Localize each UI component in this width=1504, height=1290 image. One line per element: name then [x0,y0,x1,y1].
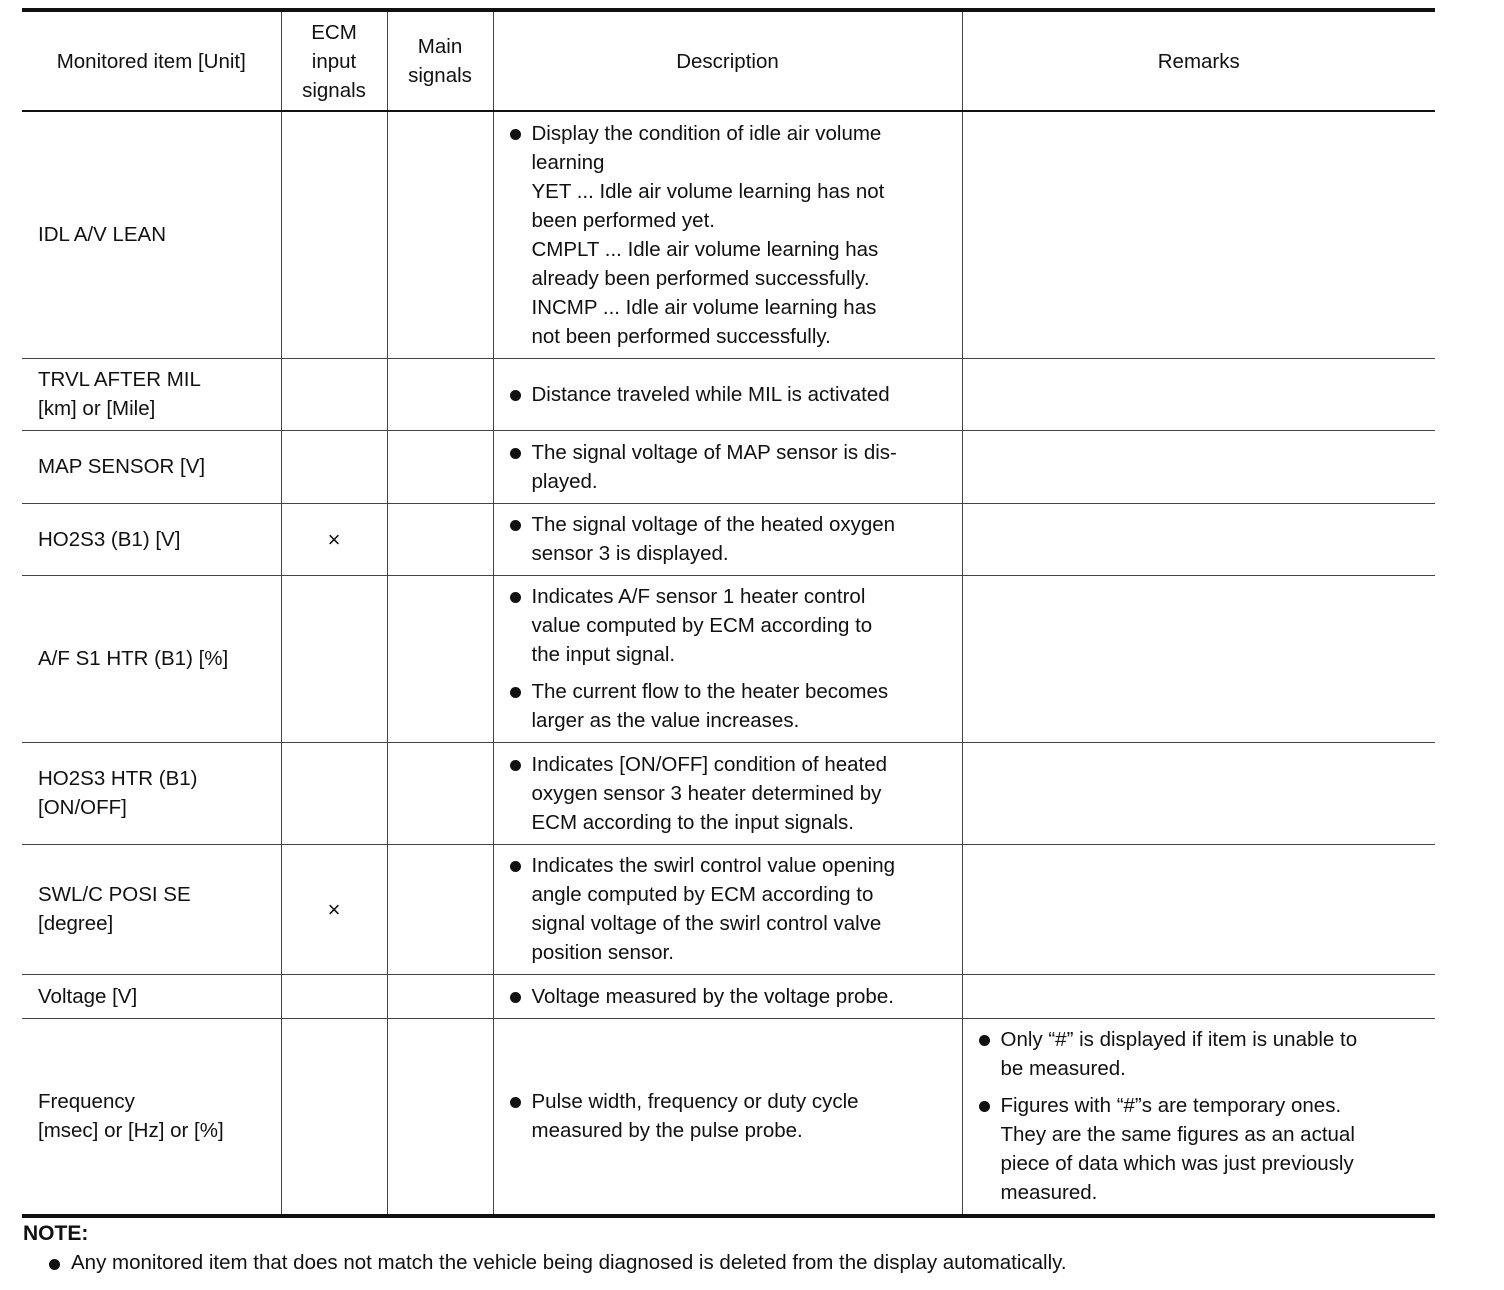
text-line: The current flow to the heater becomes [531,680,889,703]
main-signal-cell [387,742,493,844]
header-line: signals [408,64,472,87]
table-row [22,358,1435,430]
text-line: already been performed successfully. [531,266,870,290]
text-line: the input signal. [531,643,676,666]
text-line: oxygen sensor 3 heater determined by [531,781,882,805]
main-signal-cell [387,1018,493,1216]
bullet-item [508,1087,952,1145]
text-line: signal voltage of the swirl control valve [531,912,882,935]
main-signal-cell [387,430,493,503]
text-line: measured by the pulse probe. [531,1119,803,1143]
text-line: Indicates the swirl control value opening [531,854,896,877]
header-main-signals [387,10,493,111]
text-line: learning [531,150,605,174]
text-line: larger as the value increases. [531,709,800,732]
bullet-item [508,982,952,1011]
text-line: played. [531,469,598,493]
remarks-cell [962,844,1435,974]
bullet-item [977,1091,1426,1207]
text-line: The signal voltage of the heated oxygen [531,513,896,536]
item-line: TRVL AFTER MIL [38,368,201,391]
ecm-input-cell: × [281,844,387,974]
text-line: Distance traveled while MIL is activated [531,382,890,406]
note-item: Any monitored item that does not match the vehicle being diagnosed is deleted from the display automatically. [47,1249,1347,1277]
monitored-item-cell [22,358,281,430]
description-cell [493,358,962,430]
ecm-input-cell: × [281,503,387,575]
text-line: Voltage measured by the voltage probe. [531,984,894,1008]
main-signal-cell [387,844,493,974]
monitored-item-cell [22,111,281,358]
text-line: YET ... Idle air volume learning has not [531,179,885,203]
text-line: Indicates [ON/OFF] condition of heated [531,752,888,776]
item-line: Voltage [V] [38,984,138,1008]
item-line: IDL A/V LEAN [38,223,166,247]
monitored-item-cell [22,742,281,844]
monitored-items-table [22,8,1435,1218]
monitor-table-wrapper [22,8,1435,1218]
text-line: not been performed successfully. [531,324,831,348]
monitored-item-cell [22,503,281,575]
monitored-item-cell [22,1018,281,1216]
header-remarks: Remarks [962,10,1435,111]
text-line: sensor 3 is displayed. [531,542,729,565]
text-line: been performed yet. [531,208,715,232]
table-row [22,974,1435,1018]
description-list [508,982,952,1011]
text-line: Display the condition of idle air volume [531,121,882,145]
header-line: input [311,49,357,73]
description-cell [493,575,962,742]
table-row [22,430,1435,503]
description-list [508,1087,952,1145]
text-line: position sensor. [531,941,674,964]
item-line: [degree] [38,912,114,935]
header-ecm-input-signals [281,10,387,111]
text-line: INCMP ... Idle air volume learning has [531,295,877,319]
table-body [22,111,1435,1216]
item-line: A/F S1 HTR (B1) [%] [38,647,229,670]
description-cell [493,503,962,575]
ecm-input-cell [281,575,387,742]
text-line: measured. [1000,1181,1098,1205]
description-cell [493,974,962,1018]
header-line: ECM [311,20,357,44]
item-line: HO2S3 (B1) [V] [38,527,181,551]
remarks-cell [962,503,1435,575]
description-list [508,119,952,351]
monitored-item-cell [22,575,281,742]
text-line: piece of data which was just previously [1000,1152,1354,1176]
remarks-cell [962,358,1435,430]
remarks-cell [962,575,1435,742]
description-list [508,851,952,967]
table-row [22,111,1435,358]
bullet-item [508,851,952,967]
description-cell [493,430,962,503]
remarks-cell [962,742,1435,844]
text-line: Indicates A/F sensor 1 heater control [531,585,866,608]
item-line: [msec] or [Hz] or [%] [38,1119,224,1143]
ecm-input-cell [281,430,387,503]
ecm-input-cell [281,111,387,358]
main-signal-cell [387,358,493,430]
description-list [508,750,952,837]
note-title: NOTE: [23,1222,89,1245]
remarks-list [977,1025,1426,1207]
remarks-cell [962,111,1435,358]
text-line: They are the same figures as an actual [1000,1123,1355,1147]
item-line: HO2S3 HTR (B1) [38,767,198,790]
header-description: Description [493,10,962,111]
table-header-row [22,10,1435,111]
description-list [508,438,952,496]
table-row [22,844,1435,974]
ecm-input-cell [281,974,387,1018]
text-line: Only “#” is displayed if item is unable to [1000,1028,1358,1052]
item-line: [km] or [Mile] [38,397,156,420]
item-line: MAP SENSOR [V] [38,455,206,478]
header-monitored-item: Monitored item [Unit] [22,10,281,111]
description-cell [493,844,962,974]
bullet-item [508,750,952,837]
bullet-item [508,582,952,669]
text-line: angle computed by ECM according to [531,883,874,906]
main-signal-cell [387,503,493,575]
remarks-cell [962,974,1435,1018]
description-cell [493,742,962,844]
text-line: CMPLT ... Idle air volume learning has [531,237,879,261]
main-signal-cell [387,111,493,358]
ecm-input-cell [281,742,387,844]
table-row [22,503,1435,575]
main-signal-cell [387,974,493,1018]
remarks-cell [962,430,1435,503]
description-cell [493,1018,962,1216]
bullet-item [508,510,952,568]
description-list [508,510,952,568]
item-line: SWL/C POSI SE [38,883,191,906]
text-line: value computed by ECM according to [531,614,873,637]
bullet-item [508,677,952,735]
text-line: ECM according to the input signals. [531,810,854,834]
ecm-input-cell [281,1018,387,1216]
main-signal-cell [387,575,493,742]
table-row [22,742,1435,844]
bullet-item [508,438,952,496]
table-row [22,575,1435,742]
text-line: Pulse width, frequency or duty cycle [531,1090,859,1114]
description-cell [493,111,962,358]
ecm-input-cell [281,358,387,430]
note-list [47,1249,1347,1277]
item-line: Frequency [38,1090,135,1114]
header-line: Main [417,35,463,58]
text-line: Figures with “#”s are temporary ones. [1000,1094,1342,1118]
header-line: signals [302,78,366,102]
bullet-item [508,119,952,351]
bullet-item [508,380,952,409]
table-row [22,1018,1435,1216]
text-line: The signal voltage of MAP sensor is dis- [531,440,897,464]
monitored-item-cell [22,844,281,974]
description-list [508,380,952,409]
item-line: [ON/OFF] [38,796,127,819]
bullet-item [977,1025,1426,1083]
text-line: be measured. [1000,1057,1126,1081]
monitored-item-cell [22,430,281,503]
monitored-item-cell [22,974,281,1018]
description-list [508,582,952,735]
remarks-cell [962,1018,1435,1216]
